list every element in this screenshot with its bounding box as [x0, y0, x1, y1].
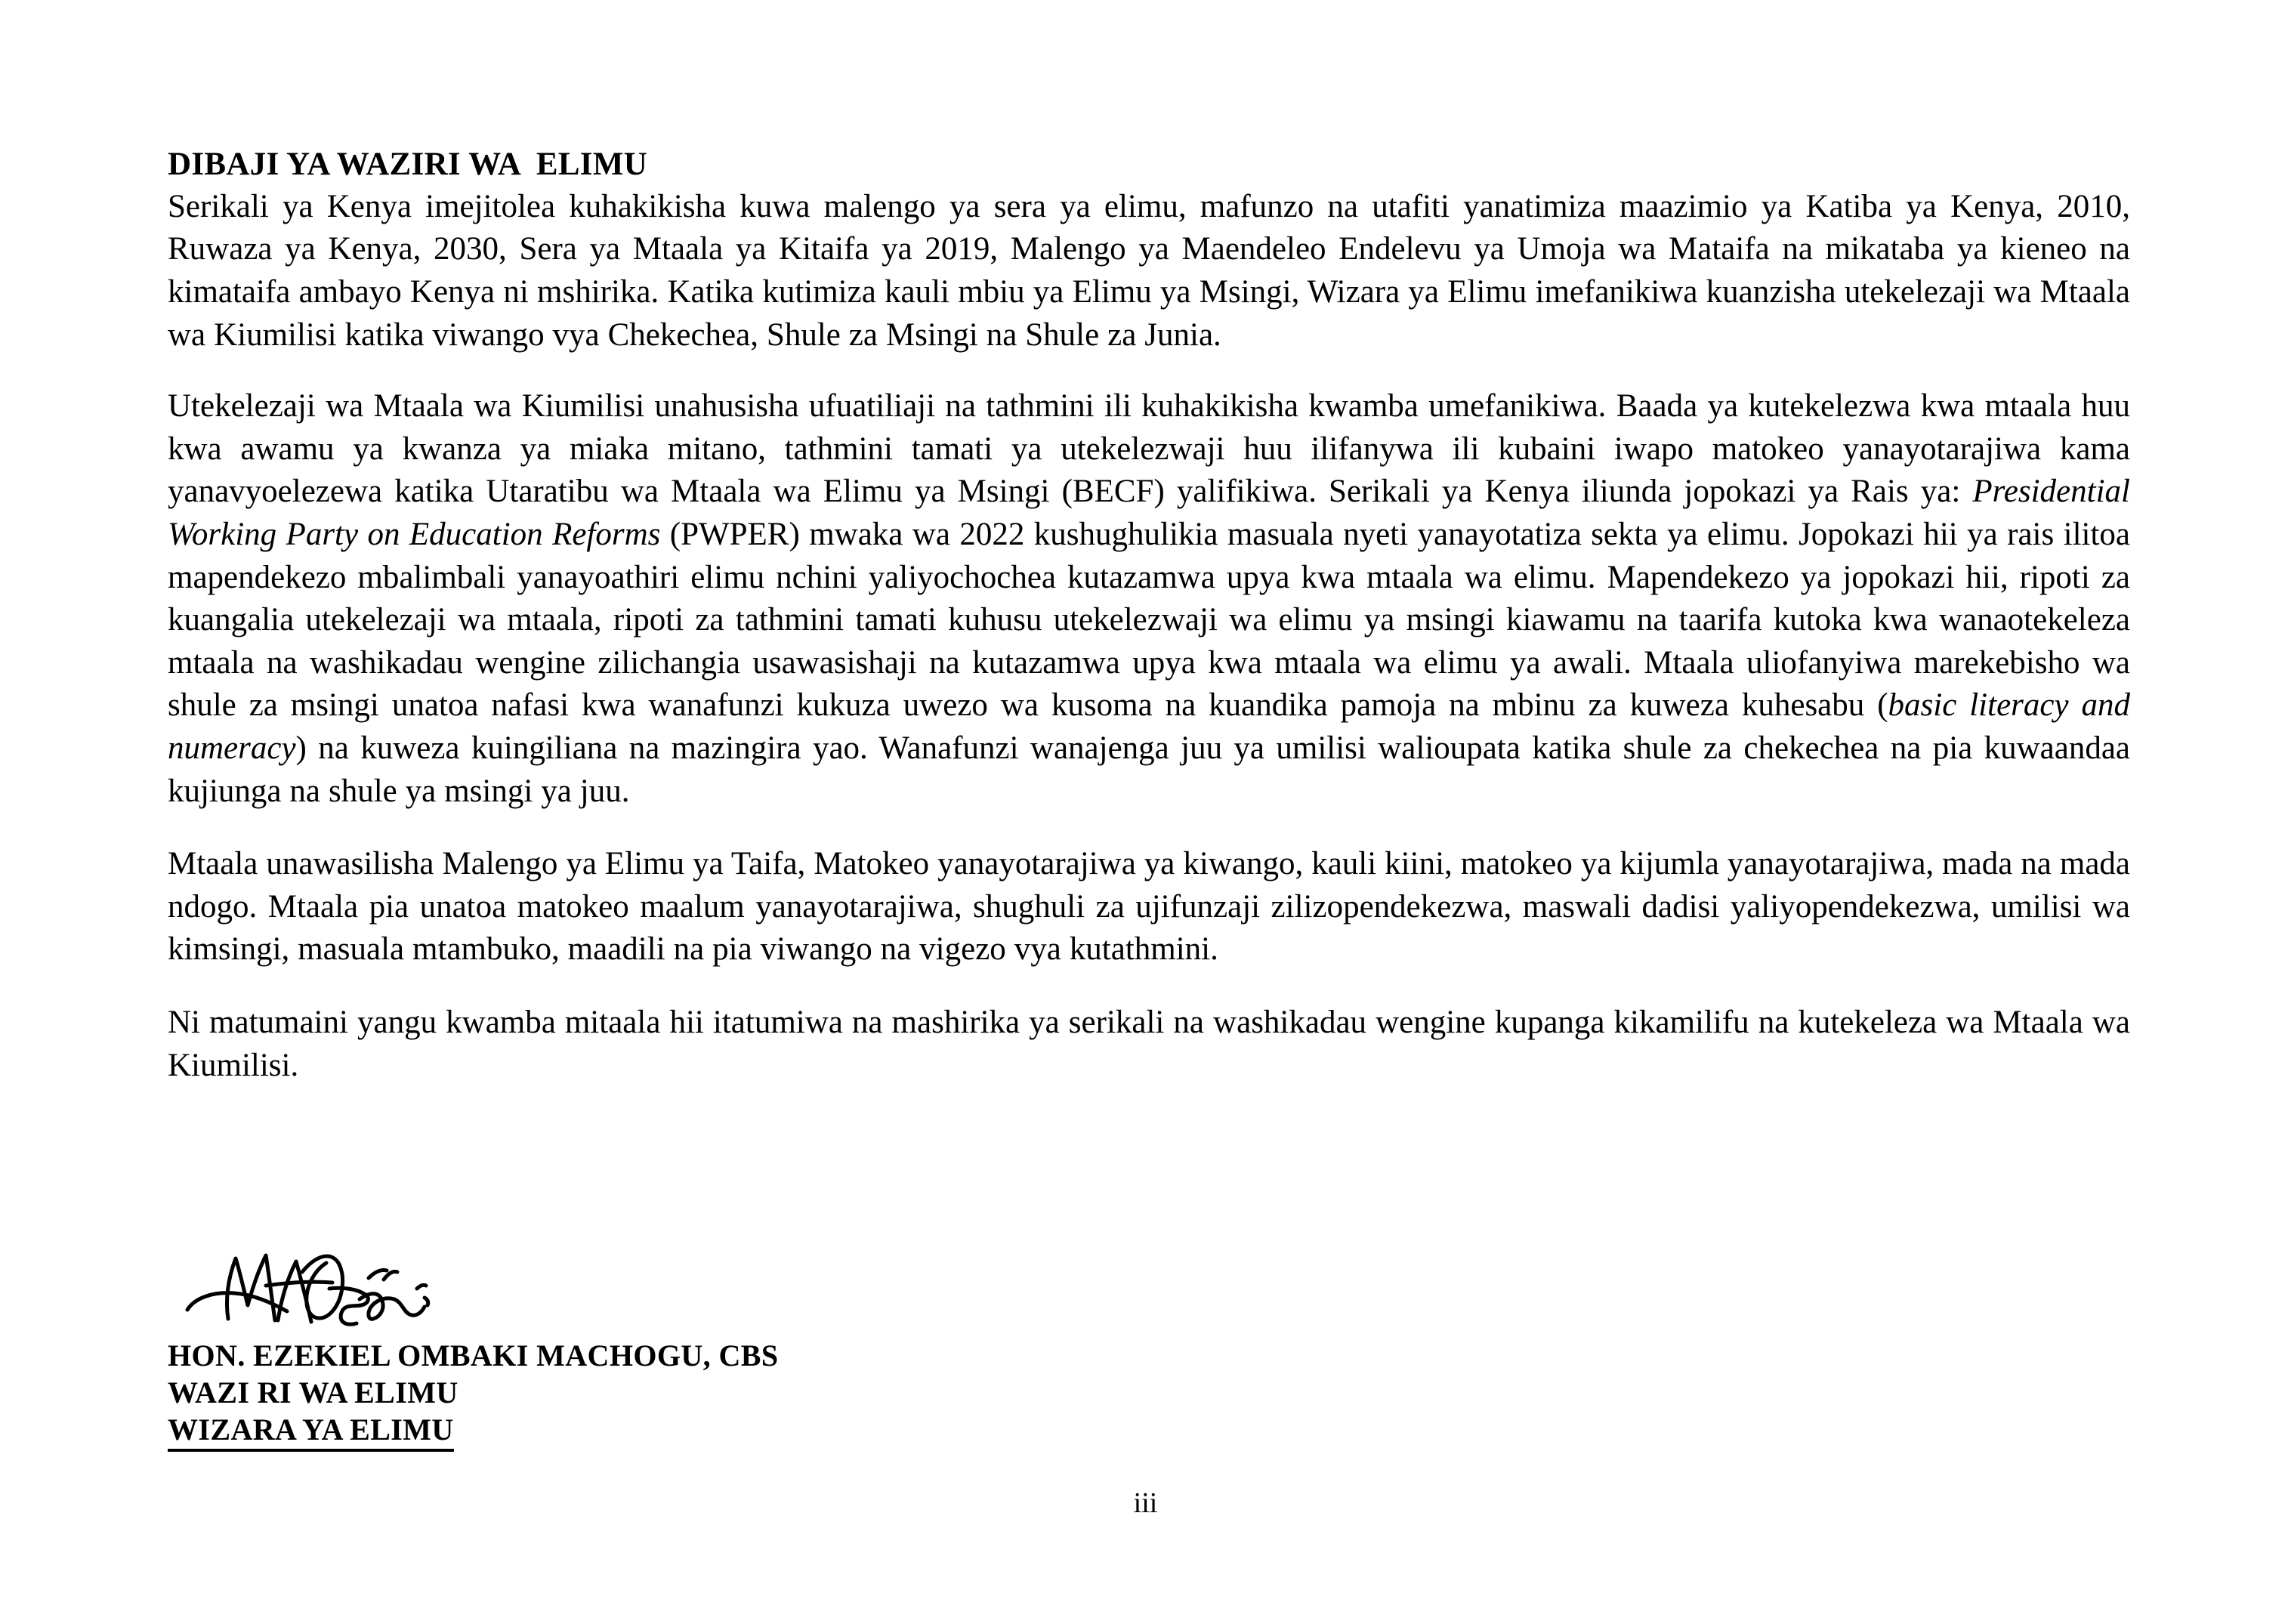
page-title: DIBAJI YA WAZIRI WA ELIMU — [168, 147, 648, 182]
signatory-ministry — [168, 1411, 1074, 1452]
signature-block — [168, 1245, 1074, 1452]
paragraph-3: Mtaala unawasilisha Malengo ya Elimu ya Taifa, Matokeo yanayotarajiwa ya kiwango, kauli kiini, matokeo ya kijumla yanayotarajiwa, mada na mada ndogo. Mtaala pia unatoa matokeo maalum yanayotarajiwa, shughuli za ujifunzaji zilizopendekezwa, maswali dadisi yaliyopendekezwa, umilisi wa kimsingi, masuala mtambuko, maadili na pia viwango na vigezo vya kutathmini. — [168, 846, 2130, 968]
paragraph-2-text-part-1: Utekelezaji wa Mtaala wa Kiumilisi unahusisha ufuatiliaji na tathmini ili kuhakikisha kwamba umefanikiwa. Baada ya kutekelezwa kwa mtaala huu kwa awamu ya kwanza ya miaka mitano, tathmini tamati ya utekelezwaji huu ilifanywa ili kubaini iwapo matokeo yanayotarajiwa kama yanavyoelezewa katika Utaratibu wa Mtaala wa Elimu ya Msingi (BECF) yalifikiwa. Serikali ya Kenya iliunda jopokazi ya Rais ya: — [168, 388, 2130, 510]
handwritten-signature-icon — [181, 1245, 604, 1335]
paragraph-4: Ni matumaini yangu kwamba mitaala hii itatumiwa na mashirika ya serikali na washikadau wengine kupanga kikamilifu na kutekeleza wa Mtaala wa Kiumilisi. — [168, 1004, 2130, 1083]
paragraph-1: Serikali ya Kenya imejitolea kuhakikisha kuwa malengo ya sera ya elimu, mafunzo na utafiti yanatimiza maazimio ya Katiba ya Kenya, 2010, Ruwaza ya Kenya, 2030, Sera ya Mtaala ya Kitaifa ya 2019, Malengo ya Maendeleo Endelevu ya Umoja wa Mataifa na mikataba ya kieneo na kimataifa ambayo Kenya ni mshirika. Katika kutimiza kauli mbiu ya Elimu ya Msingi, Wizara ya Elimu imefanikiwa kuanzisha utekelezaji wa Mtaala wa Kiumilisi katika viwango vya Chekechea, Shule za Msingi na Shule za Junia. — [168, 188, 2130, 353]
page-number: iii — [1133, 1487, 1158, 1519]
signatory-title: WAZI RI WA ELIMU — [168, 1375, 459, 1409]
paragraph-2-text-part-2: (PWPER) mwaka wa 2022 kushughulikia masuala nyeti yanayotatiza sekta ya elimu. Jopokazi hii ya rais ilitoa mapendekezo mbalimbali yanayoathiri elimu nchini yaliyochochea kutazamwa upya kwa mtaala wa elimu. Mapendekezo ya jopokazi hii, ripoti za kuangalia utekelezaji wa mtaala, ripoti za tathmini tamati kuhusu utekelezwaji wa elimu ya msingi kiawamu na taarifa kutoka kwa wanaotekeleza mtaala na washikadau wengine zilichangia usawasishaji na kutazamwa upya kwa mtaala wa elimu ya awali. Mtaala uliofanyiwa marekebisho wa shule za msingi unatoa nafasi kwa wanafunzi kukuza uwezo wa kusoma na kuandika pamoja na mbinu za kuweza kuhesabu ( — [168, 517, 2130, 724]
italic-phrase-literacy-numeracy: basic literacy and numeracy — [168, 687, 2130, 766]
signatory-details — [168, 1337, 1074, 1452]
italic-phrase-pwper: Presidential Working Party on Education Reforms — [168, 474, 2130, 553]
paragraph-2 — [168, 385, 2130, 813]
signatory-ministry-label: WIZARA YA ELIMU — [168, 1411, 454, 1452]
signatory-name: HON. EZEKIEL OMBAKI MACHOGU, CBS — [168, 1338, 779, 1372]
document-body — [168, 148, 2130, 1087]
paragraph-2-text-part-3: ) na kuweza kuingiliana na mazingira yao. Wanafunzi wanajenga juu ya umilisi walioupata katika shule za chekechea na pia kuwaandaa kujiunga na shule ya msingi ya juu. — [168, 730, 2130, 809]
